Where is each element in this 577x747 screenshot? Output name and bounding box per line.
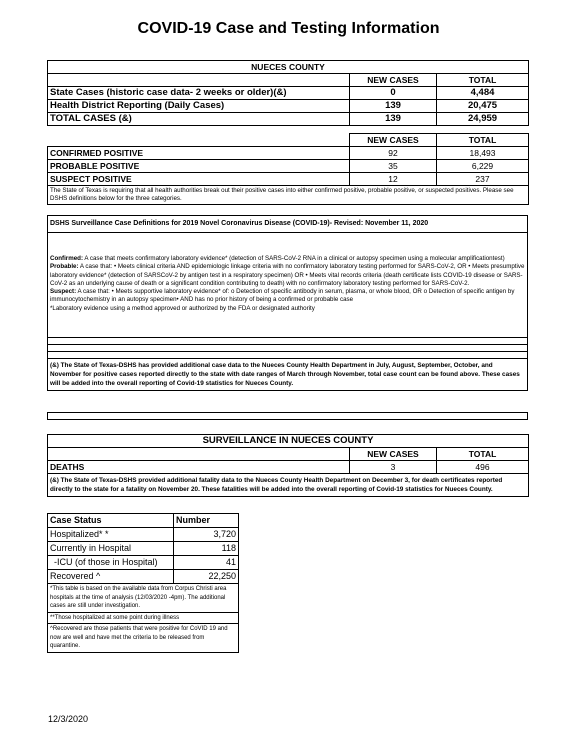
- blank-cell: [48, 74, 350, 87]
- status-label: Hospitalized* *: [48, 528, 174, 542]
- table-row: [48, 461, 529, 474]
- hospitalized-note: **Those hospitalized at some point during illness: [48, 612, 239, 624]
- blank-row: [48, 352, 528, 359]
- separator: [47, 412, 528, 420]
- col-new-cases: NEW CASES: [350, 74, 437, 87]
- blank-row: [48, 338, 528, 345]
- status-label: -ICU (of those in Hospital): [48, 556, 174, 570]
- table-row: [48, 542, 239, 556]
- row-total: 20,475: [437, 100, 529, 113]
- table-row: [48, 87, 529, 100]
- page-title: COVID-19 Case and Testing Information: [137, 20, 440, 37]
- state-note: (&) The State of Texas-DSHS has provided additional case data to the Nueces County Health Department in July, August, September, October, and November for positive cases reported directly to the state with date ranges of March through November, total case count can be found above. These cases will be added into the overall reporting of Covid-19 statistics for Nueces County.: [48, 359, 528, 391]
- row-new: 139: [350, 100, 437, 113]
- footer-date: 12/3/2020: [48, 714, 89, 724]
- status-value: 41: [174, 556, 239, 570]
- surveillance-table: [47, 434, 529, 497]
- table-row: [48, 173, 529, 186]
- status-label: Currently in Hospital: [48, 542, 174, 556]
- table-row: [48, 113, 529, 126]
- row-new: 35: [350, 160, 437, 173]
- col-new-cases: NEW CASES: [350, 134, 437, 147]
- suspect-definition: Suspect: A case that: • Meets supportive laboratory evidence* of: o Detection of specific antibody in serum, plasma, or whole blood, OR o Detection of specific antigen by immunocytochemistry in an autopsy specimen• AND has no prior history of being a confirmed or probable case: [50, 288, 515, 304]
- case-status-note: *This table is based on the available data from Corpus Christi area hospitals at the time of analysis (12/03/2020 -4pm). The additional cases are still under investigation.: [48, 584, 239, 613]
- surveillance-note: (&) The State of Texas-DSHS provided additional fatality data to the Nueces County Health Department on December 3, for death certificates reported directly to the state for a fatality on November 20. These fatalities will be added into the overall reporting of Covid-19 statistics for Nueces County.: [48, 474, 529, 497]
- col-total: TOTAL: [437, 448, 529, 461]
- definitions-table: [47, 215, 528, 391]
- row-label: Health District Reporting (Daily Cases): [48, 100, 350, 113]
- deaths-new: 3: [350, 461, 437, 474]
- row-new: 139: [350, 113, 437, 126]
- row-total: 6,229: [437, 160, 529, 173]
- lab-note: *Laboratory evidence using a method approved or authorized by the FDA or designated authority: [50, 304, 315, 312]
- row-new: 0: [350, 87, 437, 100]
- row-total: 18,493: [437, 147, 529, 160]
- table-row: [48, 570, 239, 584]
- case-status-table: [47, 513, 239, 653]
- definitions-header: DSHS Surveillance Case Definitions for 2019 Novel Coronavirus Disease (COVID-19)- Revised: November 11, 2020: [48, 216, 528, 233]
- col-number: Number: [174, 514, 239, 528]
- status-value: 22,250: [174, 570, 239, 584]
- col-new-cases: NEW CASES: [350, 448, 437, 461]
- row-label: State Cases (historic case data- 2 weeks or older)(&): [48, 87, 350, 100]
- col-total: TOTAL: [437, 74, 529, 87]
- county-cases-table: [47, 60, 529, 126]
- county-header: NUECES COUNTY: [48, 61, 529, 74]
- col-case-status: Case Status: [48, 514, 174, 528]
- status-value: 3,720: [174, 528, 239, 542]
- row-new: 12: [350, 173, 437, 186]
- table-row: [48, 556, 239, 570]
- positive-note: The State of Texas is requiring that all health authorities break out their positive cases into either confirmed positive, probable positive, or suspected positives. Please see DSHS definitions below for the three categories.: [48, 186, 529, 205]
- deaths-label: DEATHS: [48, 461, 350, 474]
- row-label: SUSPECT POSITIVE: [48, 173, 350, 186]
- surveillance-header: SURVEILLANCE IN NUECES COUNTY: [48, 435, 529, 448]
- row-total: 4,484: [437, 87, 529, 100]
- blank-row: [48, 345, 528, 352]
- table-row: [48, 100, 529, 113]
- blank-row: [48, 413, 528, 420]
- row-total: 237: [437, 173, 529, 186]
- deaths-total: 496: [437, 461, 529, 474]
- row-new: 92: [350, 147, 437, 160]
- row-total: 24,959: [437, 113, 529, 126]
- definitions-body: [48, 233, 528, 338]
- blank-cell: [48, 448, 350, 461]
- row-label: TOTAL CASES (&): [48, 113, 350, 126]
- status-label: Recovered ^: [48, 570, 174, 584]
- blank-cell: [48, 134, 350, 147]
- col-total: TOTAL: [437, 134, 529, 147]
- status-value: 118: [174, 542, 239, 556]
- table-row: [48, 147, 529, 160]
- row-label: PROBABLE POSITIVE: [48, 160, 350, 173]
- confirmed-definition: Confirmed: A case that meets confirmatory laboratory evidence* (detection of SARS-CoV-2 RNA in a clinical or autopsy specimen using a molecular amplificationtest): [50, 255, 505, 262]
- row-label: CONFIRMED POSITIVE: [48, 147, 350, 160]
- positive-cases-table: [47, 133, 529, 205]
- probable-definition: Probable: A case that: • Meets clinical criteria AND epidemiologic linkage criteria with no confirmatory laboratory testing performed for SARS-CoV-2, OR • Meets presumptive laboratory evidence* (detection of SARSCoV-2 by antigen test in a respiratory specimen) OR • Meets vital records criteria (death certificate lists COVID-19 disease or SARS-CoV-2 as an underlying cause of death or a significant condition contributing to death) with no confirmatory laboratory testing performed for SARS-CoV-2.: [50, 263, 525, 287]
- table-row: [48, 160, 529, 173]
- table-row: [48, 528, 239, 542]
- recovered-note: ^Recovered are those patients that were positive for CoVID 19 and now are well and have met the criteria to be released from quarantine.: [48, 624, 239, 653]
